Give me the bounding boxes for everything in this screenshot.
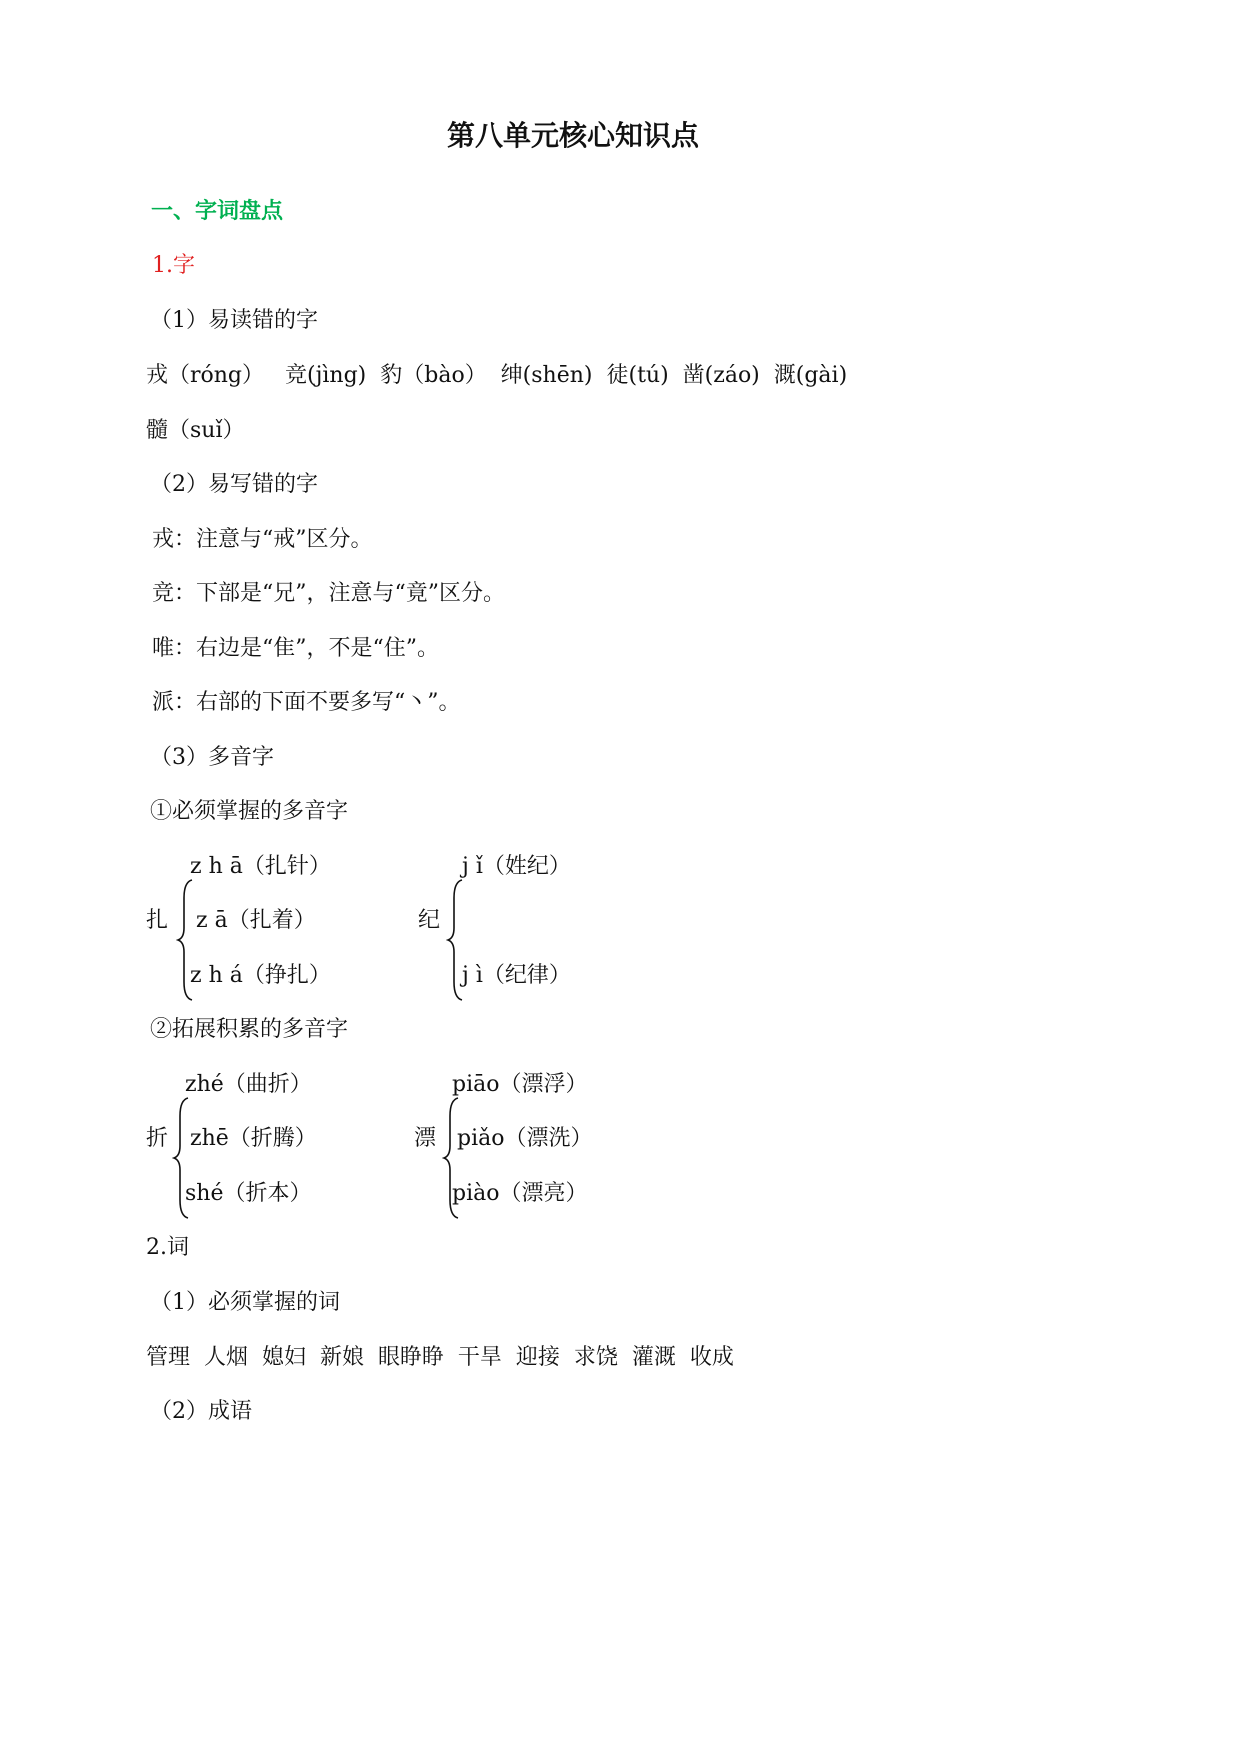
reading: shé（折本） bbox=[185, 1181, 312, 1206]
heading-miswritten: （2）易写错的字 bbox=[150, 472, 318, 497]
miswritten-item: 竞：下部是“兄”，注意与“竟”区分。 bbox=[152, 581, 505, 606]
reading: piǎo（漂洗） bbox=[457, 1126, 593, 1151]
misread-line-1: 戎（róng） 竞(jìng) 豹（bào） 绅(shēn) 徒(tú) 凿(záo) 溉(gài) bbox=[146, 363, 848, 388]
misread-line-2: 髓（suǐ） bbox=[146, 418, 245, 443]
polyphone-char: 扎 bbox=[146, 908, 169, 933]
miswritten-item: 戎：注意与“戒”区分。 bbox=[152, 527, 373, 552]
subheading-words: 2.词 bbox=[146, 1235, 189, 1260]
reading: j ǐ（姓纪） bbox=[462, 854, 571, 879]
reading: zhé（曲折） bbox=[185, 1072, 312, 1097]
reading: piào（漂亮） bbox=[452, 1181, 588, 1206]
section-heading: 一、字词盘点 bbox=[151, 198, 284, 224]
polyphone-char: 漂 bbox=[414, 1126, 437, 1151]
miswritten-item: 派：右部的下面不要多写“丶”。 bbox=[152, 690, 461, 715]
reading: piāo（漂浮） bbox=[452, 1072, 588, 1097]
reading: j ì（纪律） bbox=[462, 963, 571, 988]
reading: z h ā（扎针） bbox=[190, 854, 331, 879]
page-title: 第八单元核心知识点 bbox=[446, 119, 699, 152]
heading-extended-polyphones: ②拓展积累的多音字 bbox=[150, 1017, 349, 1042]
polyphone-char: 折 bbox=[146, 1126, 169, 1151]
heading-misread: （1）易读错的字 bbox=[150, 308, 318, 333]
heading-polyphones: （3）多音字 bbox=[150, 745, 274, 770]
subheading-characters: 1.字 bbox=[152, 253, 195, 278]
reading: zhē（折腾） bbox=[190, 1126, 317, 1151]
heading-required-words: （1）必须掌握的词 bbox=[150, 1290, 340, 1315]
miswritten-item: 唯：右边是“隹”，不是“住”。 bbox=[152, 636, 439, 661]
heading-idioms: （2）成语 bbox=[150, 1399, 252, 1424]
reading: z ā（扎着） bbox=[196, 908, 316, 933]
heading-required-polyphones: ①必须掌握的多音字 bbox=[150, 799, 349, 824]
reading: z h á（挣扎） bbox=[190, 963, 331, 988]
word-list: 管理 人烟 媳妇 新娘 眼睁睁 干旱 迎接 求饶 灌溉 收成 bbox=[146, 1345, 734, 1370]
polyphone-char: 纪 bbox=[418, 908, 441, 933]
